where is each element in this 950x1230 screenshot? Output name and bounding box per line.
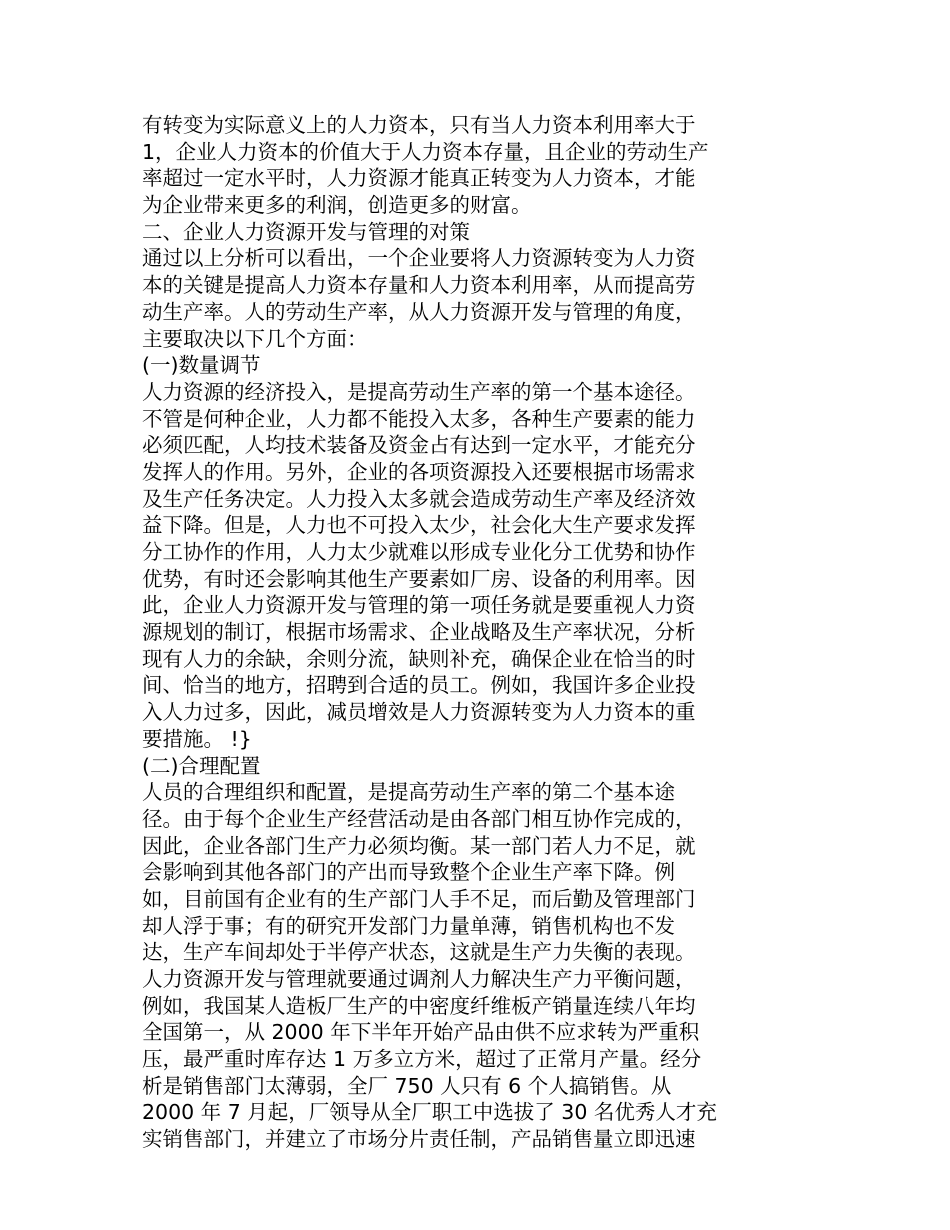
text-line: 1，企业人力资本的价值大于人力资本存量，且企业的劳动生产 (142, 139, 709, 164)
document-body-text (142, 112, 752, 1153)
text-line: 人员的合理组织和配置，是提高劳动生产率的第二个基本途 (142, 780, 675, 805)
text-line: 益下降。但是，人力也不可投入太少，社会化大生产要求发挥 (142, 513, 696, 538)
text-line: 析是销售部门太薄弱，全厂 750 人只有 6 个人搞销售。从 (142, 1073, 672, 1098)
text-line: 压，最严重时库存达 1 万多立方米，超过了正常月产量。经分 (142, 1047, 702, 1072)
text-line: 全国第一，从 2000 年下半年开始产品由供不应求转为严重积 (142, 1020, 700, 1045)
text-line: 主要取决以下几个方面： (142, 326, 368, 351)
text-line: 如，目前国有企业有的生产部门人手不足，而后勤及管理部门 (142, 886, 696, 911)
text-line: 间、恰当的地方，招聘到合适的员工。例如，我国许多企业投 (142, 673, 696, 698)
text-line: 径。由于每个企业生产经营活动是由各部门相互协作完成的， (142, 806, 696, 831)
text-line: 为企业带来更多的利润，创造更多的财富。 (142, 193, 532, 218)
subsection-heading: (一)数量调节 (142, 353, 261, 378)
text-line: 现有人力的余缺，余则分流，缺则补充，确保企业在恰当的时 (142, 646, 696, 671)
text-line: 2000 年 7 月起，厂领导从全厂职工中选拔了 30 名优秀人才充 (142, 1100, 717, 1125)
text-line: 本的关键是提高人力资本存量和人力资本利用率，从而提高劳 (142, 273, 696, 298)
text-line: 实销售部门，并建立了市场分片责任制，产品销售量立即迅速 (142, 1127, 696, 1152)
text-line: 分工协作的作用，人力太少就难以形成专业化分工优势和协作 (142, 540, 696, 564)
text-line: 因此，企业各部门生产力必须均衡。某一部门若人力不足，就 (142, 833, 696, 858)
text-line: 达，生产车间却处于半停产状态，这就是生产力失衡的表现。 (142, 940, 696, 965)
text-line: 要措施。 !} (142, 726, 252, 751)
text-line: 通过以上分析可以看出，一个企业要将人力资源转变为人力资 (142, 246, 696, 271)
text-line: 却人浮于事；有的研究开发部门力量单薄，销售机构也不发 (142, 913, 675, 938)
text-line: 源规划的制订，根据市场需求、企业战略及生产率状况，分析 (142, 620, 696, 645)
text-line: 率超过一定水平时，人力资源才能真正转变为人力资本，才能 (142, 166, 696, 191)
text-line: 例如，我国某人造板厂生产的中密度纤维板产销量连续八年均 (142, 993, 696, 1018)
text-line: 人力资源开发与管理就要通过调剂人力解决生产力平衡问题， (142, 967, 696, 991)
text-line: 必须匹配，人均技术装备及资金占有达到一定水平，才能充分 (142, 433, 696, 458)
text-line: 有转变为实际意义上的人力资本，只有当人力资本利用率大于 (142, 113, 696, 137)
text-line: 人力资源的经济投入，是提高劳动生产率的第一个基本途径。 (142, 379, 696, 404)
section-heading: 二、企业人力资源开发与管理的对策 (142, 219, 470, 244)
text-line: 及生产任务决定。人力投入太多就会造成劳动生产率及经济效 (142, 486, 696, 511)
text-line: 此，企业人力资源开发与管理的第一项任务就是要重视人力资 (142, 593, 696, 618)
text-line: 动生产率。人的劳动生产率，从人力资源开发与管理的角度， (142, 299, 696, 324)
text-line: 发挥人的作用。另外，企业的各项资源投入还要根据市场需求 (142, 459, 696, 484)
text-line: 入人力过多，因此，减员增效是人力资源转变为人力资本的重 (142, 700, 696, 725)
text-line: 优势，有时还会影响其他生产要素如厂房、设备的利用率。因 (142, 566, 696, 591)
subsection-heading: (二)合理配置 (142, 753, 261, 778)
text-line: 会影响到其他各部门的产出而导致整个企业生产率下降。例 (142, 860, 675, 885)
text-line: 不管是何种企业，人力都不能投入太多，各种生产要素的能力 (142, 406, 696, 431)
